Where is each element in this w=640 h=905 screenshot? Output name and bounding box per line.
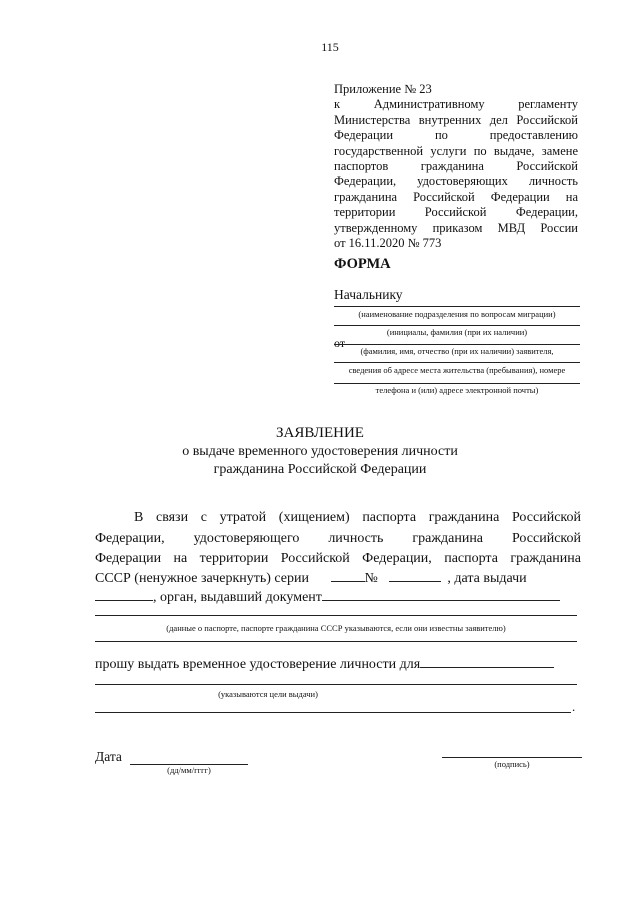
applicant-line-3[interactable] [334, 383, 580, 384]
addressee-to: Начальнику [334, 287, 403, 302]
unit-name-line[interactable] [334, 306, 580, 307]
appendix-line: Федерации по предоставлению [334, 128, 578, 143]
body-line-2: Федерации, удостоверяющего личность гражданина Российской [95, 531, 581, 546]
appendix-header [334, 82, 578, 251]
unit-name-caption: (наименование подразделения по вопросам миграции) [358, 309, 556, 319]
number-field[interactable] [389, 568, 441, 582]
purpose-field[interactable] [420, 654, 554, 668]
signature-caption: (подпись) [494, 759, 530, 769]
document-title: ЗАЯВЛЕНИЕ [276, 425, 364, 441]
appendix-line: гражданина Российской Федерации на [334, 189, 578, 204]
document-subtitle: о выдаче временного удостоверения личности [182, 444, 458, 459]
issue-date-field[interactable] [95, 587, 153, 601]
applicant-line-1[interactable] [334, 344, 580, 345]
form-label: ФОРМА [334, 256, 391, 272]
date-label: Дата [95, 749, 122, 764]
appendix-line: от 16.11.2020 № 773 [334, 236, 442, 251]
appendix-line: утвержденному приказом МВД России [334, 220, 578, 235]
purpose-caption: (указываются цели выдачи) [218, 689, 318, 699]
appendix-line: Федерации, удостоверяющих личность [334, 174, 578, 189]
applicant-caption-2: сведения об адресе места жительства (пребывания), номере [348, 365, 566, 375]
appendix-line: Министерства внутренних дел Российской [334, 112, 578, 127]
appendix-line: паспортов гражданина Российской [334, 159, 578, 174]
end-dot: . [572, 699, 576, 714]
series-label: СССР (ненужное зачеркнуть) серии [95, 571, 310, 586]
document-subtitle-2: гражданина Российской Федерации [213, 462, 427, 477]
issue-date-label: , дата выдачи [447, 571, 527, 586]
passport-data-line-2[interactable] [95, 641, 577, 642]
purpose-line-2[interactable] [95, 684, 577, 685]
number-label: № [364, 571, 378, 586]
request-text: прошу выдать временное удостоверение личности для [95, 657, 421, 672]
body-line-5 [95, 587, 581, 607]
page-number: 115 [321, 40, 339, 54]
addressee-from: от [334, 336, 346, 350]
body-line-4 [95, 568, 581, 588]
appendix-line: территории Российской Федерации, [334, 205, 578, 220]
appendix-line: к Административному регламенту [334, 97, 578, 112]
applicant-caption-3: телефона и (или) адресе электронной почты) [375, 385, 539, 395]
passport-data-line[interactable] [95, 615, 577, 616]
issuing-authority-label: , орган, выдавший документ [153, 590, 322, 605]
applicant-caption-1: (фамилия, имя, отчество (при их наличии) заявителя, [360, 346, 554, 356]
request-line [95, 654, 581, 674]
series-field[interactable] [331, 568, 365, 582]
date-caption: (дд/мм/гггг) [167, 765, 211, 775]
body-line-1: В связи с утратой (хищением) паспорта гражданина Российской [134, 510, 581, 525]
body-line-3: Федерации на территории Российской Федерации, паспорта гражданина [95, 551, 581, 566]
purpose-line-3[interactable] [95, 712, 571, 713]
issuing-authority-field[interactable] [322, 587, 560, 601]
appendix-line: Приложение № 23 [334, 82, 432, 96]
initials-caption: (инициалы, фамилия (при их наличии) [386, 327, 528, 337]
initials-line[interactable] [334, 325, 580, 326]
applicant-line-2[interactable] [334, 362, 580, 363]
passport-data-caption: (данные о паспорте, паспорте гражданина СССР указываются, если они известны заявителю) [166, 623, 506, 633]
appendix-line: государственной услуги по выдаче, замене [334, 143, 578, 158]
signature-field[interactable] [442, 757, 582, 758]
